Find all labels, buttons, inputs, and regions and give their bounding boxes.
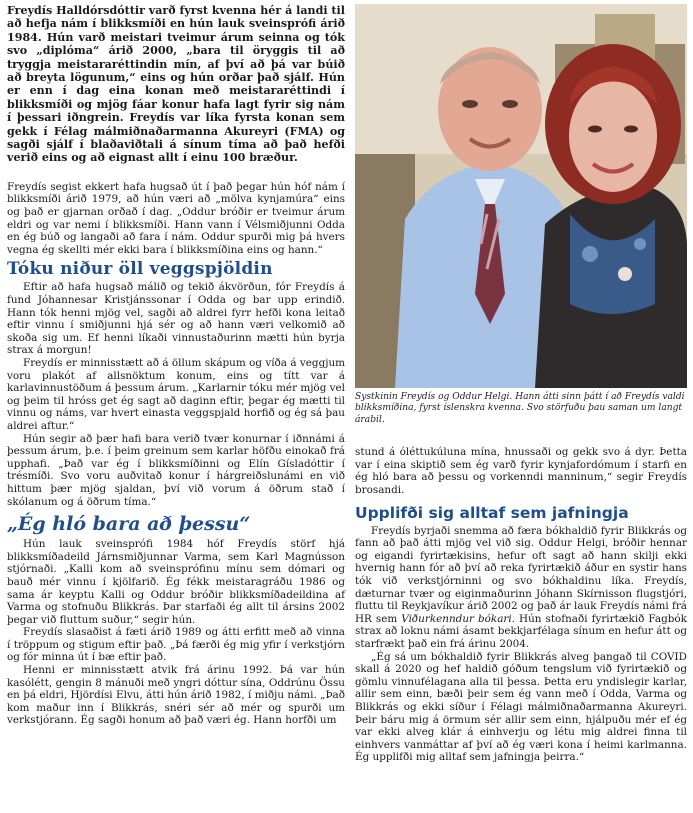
body-paragraph: Freydís slasaðist á fæti árið 1989 og átti erfitt með að vinna í tröppum og stigum eftir það. „Þá færði ég mig yfir í verkstjórn og fór minna út í bæ eftir það. xyxy=(7,626,345,664)
photo-caption: Systkinin Freydís og Oddur Helgi. Hann átti sinn þátt í að Freydís valdi blikksmíðina, fyrst íslenskra kvenna. Svo störfuðu þau saman um langt árabil. xyxy=(355,392,685,425)
photo-siblings xyxy=(355,4,687,388)
section-heading-eg-hlo: „Ég hló bara að þessu“ xyxy=(7,513,251,536)
italic-title: Viðurkenndur bókari xyxy=(401,612,512,625)
lead-paragraph: Freydís Halldórsdóttir varð fyrst kvenna hér á landi til að hefja nám í blikksmíði en hún lauk sveinsprófi árið 1984. Hún varð meistari tveimur árum seinna og tók svo „diplóma“ árið 2000, „bara til öryggis til að tryggja meistararéttindin mín, af því að þá var búið að breyta lögunum,“ eins og hún orðar það sjálf. Hún er enn í dag eina konan með meistararéttindi í blikksmíði og mjög fáar konur hafa lagt fyrir sig nám í þessari iðngrein. Freydís var líka fyrsta konan sem gekk í Félag málmiðnaðarmanna Akureyri (FMA) og sagði sjálf í blaðaviðtali á sínum tíma að það hefði verið eins og að eignast allt í einu 100 bræður. xyxy=(7,4,345,165)
body-paragraph: Henni er minnisstætt atvik frá árinu 1992. Þá var hún kasólétt, gengin 8 mánuði með yngri dóttur sína, Oddrúnu Össu en þá eldri, Hjördísi Elvu, átti hún árið 1982, í miðju námi. „Það kom maður inn í Blikkrás, snéri sér að mér og spurði um verkstjórann. Ég sagði honum að það væri ég. Hann horfði um xyxy=(7,664,345,727)
left-column xyxy=(7,4,345,727)
section-heading-veggspjold: Tóku niður öll veggspjöldin xyxy=(7,259,273,280)
body-paragraph: „Ég sá um bókhaldið fyrir Blikkrás alveg þangað til COVID skall á 2020 og hef haldið góðum tengslum við fyrirtækið og gömlu vinnufélagana alla til þessa. Þetta eru yndislegir karlar, allir sem einn, bæði þeir sem ég vann með í Odda, Varma og Blikkrás og ekki síður í Félagi málmiðnaðarmanna Akureyri. Þeir báru mig á örmum sér allir sem einn, hjálpuðu mér ef ég var ekki alveg klár á einhverju og létu mig aldrei finna til einhvers vanmáttar af því að ég væri kona í heimi karlmanna. Ég upplifði mig alltaf sem jafningja þeirra.“ xyxy=(355,650,687,764)
body-text: . Hún stofnaði fyrirtækið Fagbók strax að loknu námi ásamt bekkjarfélaga sínum en hefur átt og starfrækt það ein frá árinu 2004. xyxy=(355,612,687,650)
body-text: Freydís byrjaði snemma að færa bókhaldið fyrir Blikkrás og fann að það átti mjög vel við sig. Oddur Helgi, bróðir hennar og eigandi fyrirtækisins, hefur oft sagt að hann skilji ekki hvernig hann fór að því að reka fyrirtækið áður en systir hans tók við verkstjórninni og svo bókhaldinu líka. Freydís, dæturnar tvær og eiginmaðurinn Jóhann Skírnisson flugstjóri, fluttu til Reykjavíkur árið 2002 og það ár lauk Freydís námi frá HR sem xyxy=(355,524,687,625)
right-column xyxy=(355,4,687,764)
photo-illustration xyxy=(355,4,687,388)
body-paragraph: Hún segir að þær hafi bara verið tvær konurnar í iðnnámi á þessum árum, þ.e. í þeim greinum sem karlar höfðu einokað frá upphafi. „Það var ég í blikksmíðinni og Elín Gísladóttir í trésmíði. Svo voru auðvitað konur í hárgreiðslunámi en við hittum þær mjög sjaldan, því við vorum á öðrum stað í skólanum og á öðrum tíma.“ xyxy=(7,432,345,508)
body-paragraph: Hún lauk sveinsprófi 1984 hóf Freydís störf hjá blikksmíðadeild Járnsmiðjunnar Varma, sem Karl Magnússon stjórnaði. „Kalli kom að sveinsprófinu mínu sem dómari og bauð mér vinnu í kjölfarið. Ég fékk meistaragráðu 1986 og sama ár keyptu Kalli og Oddur bróðir blikksmíðadeildina af Varma og stofnuðu Blikkrás. Þar starfaði ég allt til ársins 2002 þegar við fluttum suður,“ segir hún. xyxy=(7,538,345,626)
body-paragraph-continued: stund á óléttukúluna mína, hnussaði og gekk svo á dyr. Þetta var í eina skiptið sem ég varð fyrir kynjafordómum í starfi en ég hló bara að þessu og vorkenndi manninum,“ segir Freydís brosandi. xyxy=(355,446,687,496)
body-paragraph: Freydís er minnisstætt að á öllum skápum og víða á veggjum voru plakót af allsnöktum konum, eins og títt var á karlavinnustöðum á þessum árum. „Karlarnir tóku mér mjög vel og þeim til hróss get ég sagt að daginn eftir, þegar ég mætti til vinnu og náms, var hvert einasta veggspjald horfið og ég sá þau aldrei aftur.“ xyxy=(7,357,345,432)
body-paragraph: Eftir að hafa hugsað málið og tekið ákvörðun, fór Freydís á fund Jóhannesar Kristjánssonar í Odda og bar upp erindið. Hann tók henni mjög vel, sagði að aldrei fyrr hefði kona leitað eftir vinnu í smiðjunni hjá sér og að hann væri velkomið að skoða sig um. Ef henni líkaði vinnustaðurinn mætti hún byrja strax á morgun! xyxy=(7,281,345,357)
intro-paragraph: Freydís segist ekkert hafa hugsað út í það þegar hún hóf nám í blikksmíði árið 1979, að hún væri að „mölva kynjamúra“ eins og það er gjarnan orðað í dag. „Oddur bróðir er tveimur árum eldri og var nemi í blikksmíði. Hann vann í Vélsmiðjunni Odda en ég búð og langaði að fara í nám. Oddur spurði mig þá hvers vegna ég skellti mér ekki bara í blikksmíðina eins og hann.“ xyxy=(7,180,345,256)
section-heading-jafningja: Upplifði sig alltaf sem jafningja xyxy=(355,503,629,522)
body-paragraph xyxy=(355,525,687,651)
